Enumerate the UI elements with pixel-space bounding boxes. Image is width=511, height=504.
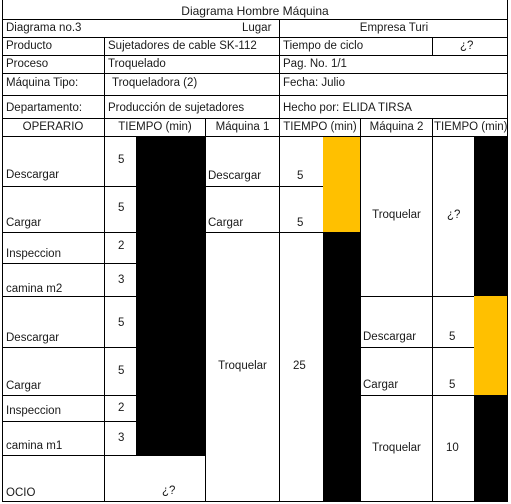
machine1-time: 5 (297, 217, 304, 229)
operator-time: 5 (118, 202, 125, 214)
col-header-time-operator: TIEMPO (min) (118, 121, 192, 133)
operator-activity: Descargar (6, 169, 60, 181)
col-header-machine1: Máquina 1 (215, 121, 270, 133)
machine1-manual-bar (323, 137, 360, 232)
operator-time: 5 (118, 154, 125, 166)
machine1-activity: Descargar (208, 170, 262, 182)
operator-activity: Cargar (6, 380, 42, 392)
machine2-time: 10 (446, 442, 459, 454)
process-value: Troquelado (108, 58, 166, 70)
machine-type-value: Troqueladora (2) (112, 77, 198, 89)
machine2-time: 5 (449, 331, 456, 343)
operator-time: 5 (118, 365, 125, 377)
col-header-operator: OPERARIO (22, 121, 84, 133)
operator-activity: Descargar (6, 332, 60, 344)
machine2-activity: Troquelar (372, 209, 421, 221)
machine2-time: 5 (449, 379, 456, 391)
company-name: Empresa Turi (359, 22, 429, 34)
document-title: Diagrama Hombre Máquina (181, 4, 329, 18)
machine2-activity: Descargar (363, 331, 417, 343)
department-value: Producción de sujetadores (108, 102, 245, 114)
operator-time: ¿? (162, 485, 176, 497)
machine1-activity: Troquelar (218, 360, 267, 372)
cycle-time-label: Tiempo de ciclo (283, 40, 364, 52)
machine2-activity: Troquelar (372, 442, 421, 454)
place-label: Lugar (242, 22, 272, 34)
product-value: Sujetadores de cable SK-112 (108, 40, 257, 52)
operator-activity: Cargar (6, 217, 42, 229)
machine1-time: 5 (297, 170, 304, 182)
product-label: Producto (6, 40, 53, 52)
operator-time: 2 (118, 240, 125, 252)
date-value: Fecha: Julio (283, 77, 346, 89)
machine2-time: ¿? (447, 209, 461, 221)
operator-activity: camina m2 (6, 283, 63, 295)
col-header-machine2: Máquina 2 (369, 121, 424, 133)
machine1-time: 25 (293, 360, 306, 372)
machine1-running-bar (323, 232, 360, 501)
machine2-running-bar-top (474, 137, 507, 296)
diagram-number: Diagrama no.3 (6, 22, 82, 34)
operator-activity: OCIO (6, 487, 36, 499)
operator-time: 5 (118, 317, 125, 329)
machine2-running-bar-bottom (474, 395, 507, 501)
operator-time: 2 (118, 402, 125, 414)
page-number: Pag. No. 1/1 (283, 58, 347, 70)
machine-type-label: Máquina Tipo: (6, 77, 79, 89)
operator-activity: Inspeccion (6, 405, 61, 417)
process-label: Proceso (6, 58, 49, 70)
operator-time: 3 (118, 432, 125, 444)
operator-activity: camina m1 (6, 440, 63, 452)
operator-time: 3 (118, 274, 125, 286)
cycle-time-value: ¿? (460, 40, 474, 52)
col-header-time-machine1: TIEMPO (min) (283, 121, 357, 133)
col-header-time-machine2: TIEMPO (min) (434, 121, 508, 133)
department-label: Departamento: (6, 102, 83, 114)
made-by-value: Hecho por: ELIDA TIRSA (283, 102, 412, 114)
machine2-activity: Cargar (363, 379, 399, 391)
machine1-activity: Cargar (208, 217, 244, 229)
operator-activity: Inspeccion (6, 248, 61, 260)
operator-time-bar (136, 137, 205, 455)
machine2-manual-bar (474, 296, 507, 395)
